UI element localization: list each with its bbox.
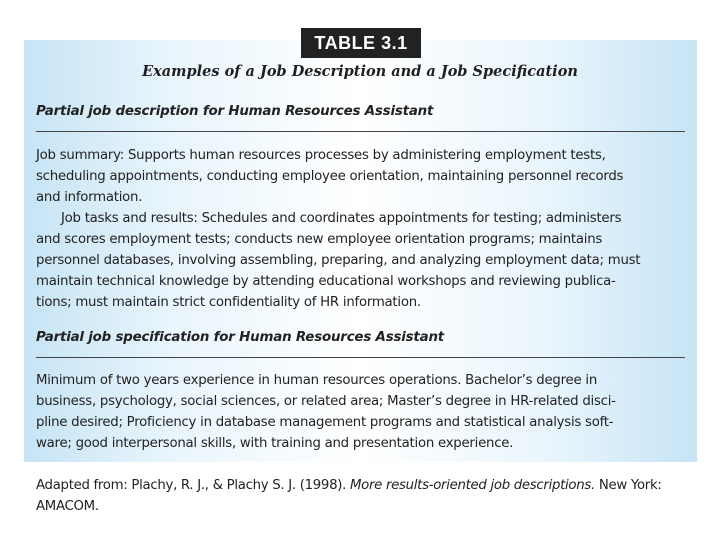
citation-prefix: Adapted from: Plachy, R. J., & Plachy S. J. (1998). bbox=[36, 478, 350, 493]
citation-title: More results-oriented job descriptions. bbox=[349, 478, 595, 493]
job-description-body bbox=[36, 145, 692, 313]
specification-divider bbox=[36, 357, 685, 358]
citation-publisher: AMACOM. bbox=[36, 499, 99, 514]
description-divider bbox=[36, 131, 685, 132]
table-label: TABLE 3.1 bbox=[301, 28, 421, 58]
summary-line: Job summary: Supports human resources processes by administering employment tests, bbox=[36, 148, 606, 163]
citation-suffix: New York: bbox=[594, 478, 662, 493]
specification-line: pline desired; Proficiency in database management programs and statistical analysis soft- bbox=[36, 415, 614, 430]
source-citation bbox=[36, 475, 692, 517]
table-title: Examples of a Job Description and a Job Specification bbox=[142, 63, 578, 80]
citation-line-1 bbox=[36, 475, 692, 496]
tasks-line: and scores employment tests; conducts new employee orientation programs; maintains bbox=[36, 232, 603, 247]
tasks-line: Job tasks and results: Schedules and coordinates appointments for testing; administers bbox=[61, 211, 622, 226]
summary-line: and information. bbox=[36, 190, 143, 205]
specification-line: business, psychology, social sciences, or related area; Master’s degree in HR-related disci- bbox=[36, 394, 616, 409]
tasks-line: personnel databases, involving assembling, preparing, and analyzing employment data; must bbox=[36, 253, 641, 268]
tasks-line: tions; must maintain strict confidentiality of HR information. bbox=[36, 295, 421, 310]
job-description-heading: Partial job description for Human Resources Assistant bbox=[36, 104, 434, 119]
job-specification-heading: Partial job specification for Human Resources Assistant bbox=[36, 330, 444, 345]
specification-line: ware; good interpersonal skills, with training and presentation experience. bbox=[36, 436, 514, 451]
specification-line: Minimum of two years experience in human resources operations. Bachelor’s degree in bbox=[36, 373, 597, 388]
tasks-line: maintain technical knowledge by attending educational workshops and reviewing publica- bbox=[36, 274, 616, 289]
job-specification-body bbox=[36, 370, 692, 454]
summary-line: scheduling appointments, conducting employee orientation, maintaining personnel records bbox=[36, 169, 624, 184]
